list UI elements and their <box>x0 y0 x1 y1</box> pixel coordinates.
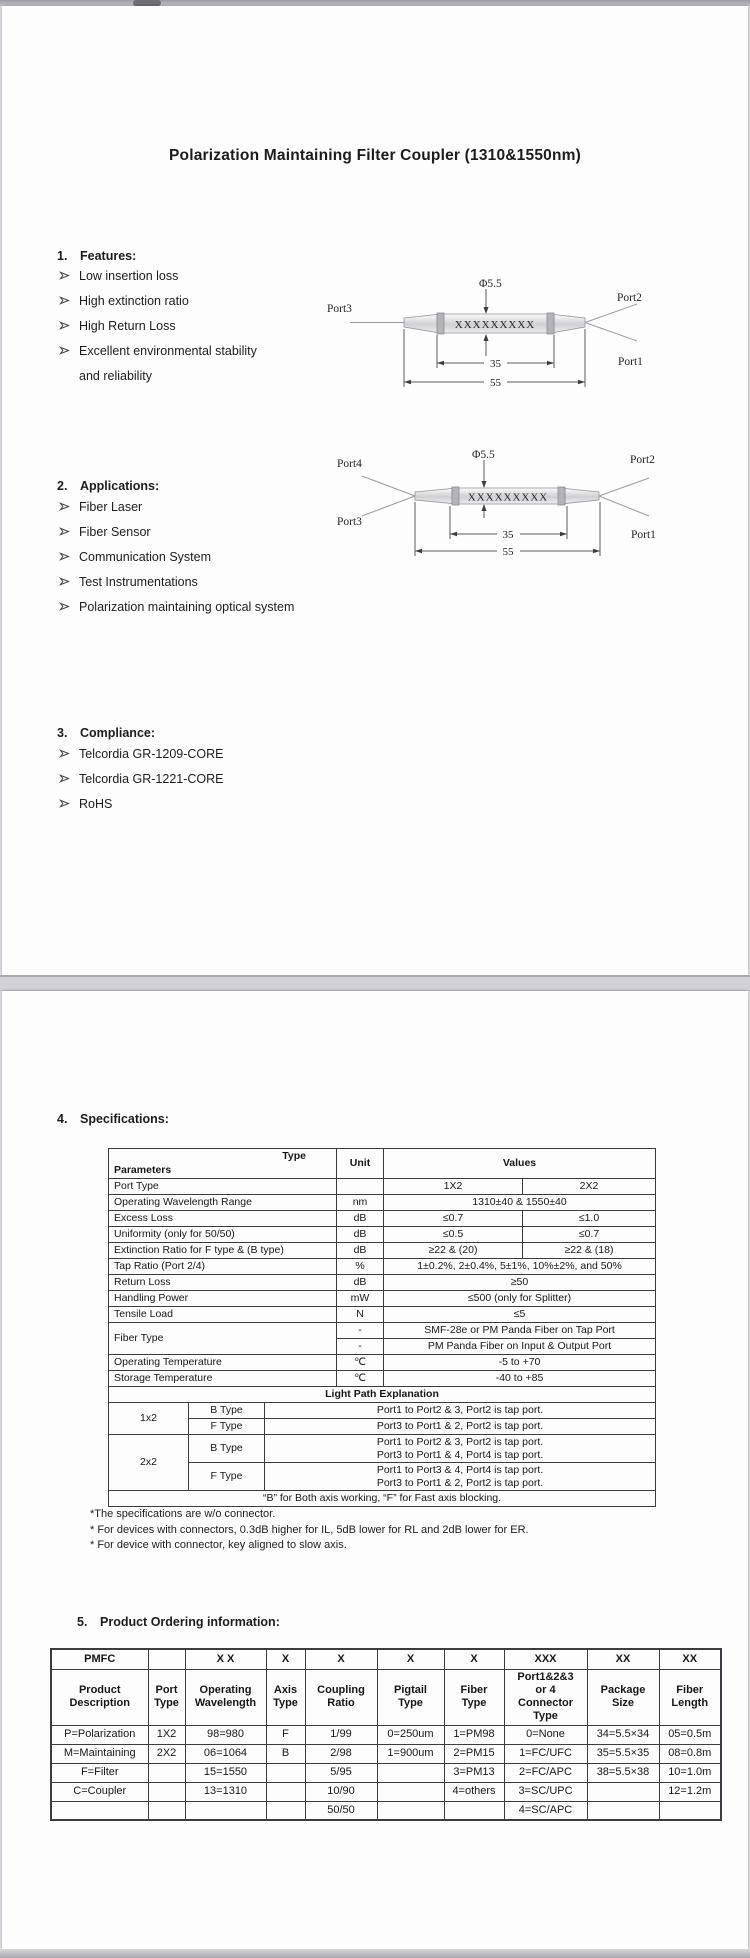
light-path-desc: Port3 to Port1 & 2, Port2 is tap port. <box>265 1419 656 1435</box>
bullet-arrow-icon <box>59 502 71 511</box>
list-item <box>59 594 359 619</box>
value-1x2-cell: ≤0.5 <box>384 1227 523 1243</box>
column-header: Product Description <box>51 1669 148 1725</box>
list-item-label: Fiber Sensor <box>79 524 151 539</box>
code-cell: XXX <box>504 1649 587 1669</box>
list-item-continuation: and reliability <box>79 368 152 383</box>
table-row <box>109 1227 656 1243</box>
section-title: Features: <box>80 249 137 263</box>
code-cell: PMFC <box>51 1649 148 1669</box>
coupler-diagram-2x2 <box>312 446 667 561</box>
order-cell: 4=SC/APC <box>504 1801 587 1820</box>
port2-label: Port2 <box>617 292 642 304</box>
value-1x2-cell: ≤0.7 <box>384 1211 523 1227</box>
diameter-label: Φ5.5 <box>472 449 495 461</box>
table-row <box>51 1649 721 1669</box>
bullet-arrow-icon <box>59 774 71 783</box>
order-cell: M=Maintaining <box>51 1744 148 1763</box>
note-line: *The specifications are w/o connector. <box>90 1508 276 1520</box>
section-number: 3. <box>57 726 68 740</box>
section-title: Applications: <box>80 479 160 493</box>
compliance-list <box>59 741 359 816</box>
axis-type-cell: B Type <box>189 1403 265 1419</box>
table-row <box>109 1387 656 1403</box>
value-1x2-cell: ≥22 & (20) <box>384 1243 523 1259</box>
column-header: Port1&2&3 or 4 Connector Type <box>504 1669 587 1725</box>
axis-type-cell: B Type <box>189 1435 265 1463</box>
page-title: Polarization Maintaining Filter Coupler (1310&1550nm) <box>169 147 581 164</box>
specifications-table <box>108 1148 656 1507</box>
param-cell: Return Loss <box>109 1275 337 1291</box>
order-cell: 1=PM98 <box>444 1725 504 1744</box>
axis-type-cell: F Type <box>189 1463 265 1491</box>
ordering-table <box>50 1648 722 1821</box>
note-line: * For device with connector, key aligned to slow axis. <box>90 1539 347 1551</box>
port3-label: Port3 <box>327 303 352 315</box>
code-cell: X <box>377 1649 444 1669</box>
unit-cell: nm <box>337 1195 384 1211</box>
section-title: Compliance: <box>80 726 156 740</box>
list-item-label: High extinction ratio <box>79 293 189 308</box>
order-cell <box>377 1782 444 1801</box>
value-cell: ≥50 <box>384 1275 656 1291</box>
coupler-diagram-1x2 <box>312 261 652 391</box>
section-number: 1. <box>57 249 68 263</box>
order-cell: F=Filter <box>51 1763 148 1782</box>
list-item <box>59 263 309 288</box>
parameters-type-header <box>109 1149 337 1179</box>
order-cell: 3=SC/UPC <box>504 1782 587 1801</box>
ordering-heading <box>77 1615 280 1629</box>
unit-cell <box>337 1179 384 1195</box>
order-cell: 2=PM15 <box>444 1744 504 1763</box>
bullet-arrow-icon <box>59 271 71 280</box>
spec-notes <box>90 1507 529 1554</box>
page-2 <box>2 991 748 1949</box>
table-row <box>109 1211 656 1227</box>
table-row <box>109 1403 656 1419</box>
value-1x2-cell: 1X2 <box>384 1179 523 1195</box>
table-row <box>109 1259 656 1275</box>
order-cell: 2/98 <box>305 1744 377 1763</box>
order-cell: 06=1064 <box>185 1744 266 1763</box>
table-row <box>109 1419 656 1435</box>
list-item <box>59 791 359 816</box>
features-heading <box>57 249 136 263</box>
order-cell: 15=1550 <box>185 1763 266 1782</box>
unit-cell: - <box>337 1339 384 1355</box>
light-path-title: Light Path Explanation <box>109 1387 656 1403</box>
type-header-label: Type <box>282 1150 307 1162</box>
parameters-header-label: Parameters <box>114 1164 172 1176</box>
list-item <box>59 766 359 791</box>
value-cell: 1±0.2%, 2±0.4%, 5±1%, 10%±2%, and 50% <box>384 1259 656 1275</box>
code-cell: X X <box>185 1649 266 1669</box>
list-item-label: Telcordia GR-1209-CORE <box>79 746 224 761</box>
code-cell: X <box>305 1649 377 1669</box>
column-header: Package Size <box>587 1669 659 1725</box>
value-cell: SMF-28e or PM Panda Fiber on Tap Port <box>384 1323 656 1339</box>
order-cell <box>587 1782 659 1801</box>
value-cell: ≤5 <box>384 1307 656 1323</box>
value-cell: -40 to +85 <box>384 1371 656 1387</box>
column-header: Port Type <box>148 1669 185 1725</box>
device-body-label: XXXXXXXXX <box>467 491 549 504</box>
list-item <box>59 338 309 363</box>
value-cell: PM Panda Fiber on Input & Output Port <box>384 1339 656 1355</box>
list-item-label: Low insertion loss <box>79 268 179 283</box>
order-cell <box>266 1782 305 1801</box>
light-path-desc <box>265 1463 656 1491</box>
list-item-label: Fiber Laser <box>79 499 143 514</box>
order-cell: 10=1.0m <box>659 1763 721 1782</box>
order-cell: 50/50 <box>305 1801 377 1820</box>
list-item <box>59 741 359 766</box>
column-header: Fiber Length <box>659 1669 721 1725</box>
list-item-label: Telcordia GR-1221-CORE <box>79 771 224 786</box>
order-cell: 34=5.5×34 <box>587 1725 659 1744</box>
port1-label: Port1 <box>618 356 643 368</box>
table-row <box>109 1355 656 1371</box>
order-cell: C=Coupler <box>51 1782 148 1801</box>
light-path-line: Port1 to Port3 & 4, Port4 is tap port. <box>376 1464 544 1476</box>
value-2x2-cell: ≤1.0 <box>523 1211 656 1227</box>
order-cell <box>266 1801 305 1820</box>
param-cell: Operating Wavelength Range <box>109 1195 337 1211</box>
order-cell: 1/99 <box>305 1725 377 1744</box>
code-cell <box>148 1649 185 1669</box>
table-row <box>51 1763 721 1782</box>
order-cell: B <box>266 1744 305 1763</box>
list-item-label: Test Instrumentations <box>79 574 198 589</box>
port1-label: Port1 <box>631 529 656 541</box>
order-cell <box>148 1782 185 1801</box>
bullet-arrow-icon <box>59 296 71 305</box>
page-divider <box>0 975 750 991</box>
values-header: Values <box>384 1149 656 1179</box>
list-item <box>59 313 309 338</box>
unit-cell: % <box>337 1259 384 1275</box>
bullet-arrow-icon <box>59 552 71 561</box>
bottom-bar <box>0 1949 750 1958</box>
light-path-line: Port3 to Port1 & 2, Port2 is tap port. <box>376 1476 544 1489</box>
table-row <box>109 1323 656 1339</box>
table-row <box>51 1782 721 1801</box>
order-cell <box>659 1801 721 1820</box>
port4-label: Port4 <box>337 458 362 470</box>
order-cell: 08=0.8m <box>659 1744 721 1763</box>
code-cell: X <box>266 1649 305 1669</box>
param-cell: Fiber Type <box>109 1323 337 1355</box>
compliance-heading <box>57 726 155 740</box>
order-cell: 1X2 <box>148 1725 185 1744</box>
code-cell: XX <box>659 1649 721 1669</box>
light-path-desc <box>265 1435 656 1463</box>
unit-cell: N <box>337 1307 384 1323</box>
order-cell <box>377 1801 444 1820</box>
param-cell: Tensile Load <box>109 1307 337 1323</box>
device-body-label: XXXXXXXXX <box>454 319 536 331</box>
unit-cell: - <box>337 1323 384 1339</box>
order-cell: 98=980 <box>185 1725 266 1744</box>
table-row <box>109 1435 656 1463</box>
port-config-cell: 1x2 <box>109 1403 189 1435</box>
applications-heading <box>57 479 159 493</box>
list-item <box>59 569 359 594</box>
table-row <box>51 1669 721 1725</box>
order-cell <box>148 1801 185 1820</box>
list-item-label: High Return Loss <box>79 318 176 333</box>
order-cell: 1=900um <box>377 1744 444 1763</box>
order-cell <box>587 1801 659 1820</box>
axis-type-cell: F Type <box>189 1419 265 1435</box>
unit-cell: dB <box>337 1211 384 1227</box>
unit-cell: ℃ <box>337 1371 384 1387</box>
column-header: Pigtail Type <box>377 1669 444 1725</box>
unit-header: Unit <box>337 1149 384 1179</box>
bullet-arrow-icon <box>59 321 71 330</box>
param-cell: Tap Ratio (Port 2/4) <box>109 1259 337 1275</box>
param-cell: Handling Power <box>109 1291 337 1307</box>
bullet-arrow-icon <box>59 346 71 355</box>
dimension-55-label: 55 <box>490 377 501 389</box>
list-item-label: RoHS <box>79 796 113 811</box>
table-row <box>109 1195 656 1211</box>
order-cell: 5/95 <box>305 1763 377 1782</box>
table-row <box>51 1744 721 1763</box>
dimension-35-label: 35 <box>490 358 501 370</box>
order-cell <box>51 1801 148 1820</box>
unit-cell: mW <box>337 1291 384 1307</box>
order-cell <box>185 1801 266 1820</box>
bullet-arrow-icon <box>59 799 71 808</box>
param-cell: Extinction Ratio for F type & (B type) <box>109 1243 337 1259</box>
light-path-footnote: “B” for Both axis working, “F” for Fast axis blocking. <box>109 1491 656 1507</box>
table-row <box>109 1291 656 1307</box>
bullet-arrow-icon <box>59 577 71 586</box>
table-row <box>109 1243 656 1259</box>
value-cell: ≤500 (only for Splitter) <box>384 1291 656 1307</box>
order-cell: 0=None <box>504 1725 587 1744</box>
unit-cell: dB <box>337 1275 384 1291</box>
param-cell: Uniformity (only for 50/50) <box>109 1227 337 1243</box>
table-row <box>109 1149 656 1179</box>
order-cell <box>148 1763 185 1782</box>
column-header: Operating Wavelength <box>185 1669 266 1725</box>
order-cell: 38=5.5×38 <box>587 1763 659 1782</box>
bullet-arrow-icon <box>59 749 71 758</box>
order-cell: P=Polarization <box>51 1725 148 1744</box>
table-row <box>109 1307 656 1323</box>
section-title: Product Ordering information: <box>100 1615 280 1629</box>
light-path-line: Port1 to Port2 & 3, Port2 is tap port. <box>376 1436 544 1448</box>
order-cell: 1=FC/UFC <box>504 1744 587 1763</box>
value-2x2-cell: 2X2 <box>523 1179 656 1195</box>
value-cell: 1310±40 & 1550±40 <box>384 1195 656 1211</box>
param-cell: Operating Temperature <box>109 1355 337 1371</box>
section-number: 5. <box>77 1615 88 1629</box>
order-cell <box>266 1763 305 1782</box>
order-cell: 2=FC/APC <box>504 1763 587 1782</box>
list-item-label: Excellent environmental stability <box>79 343 257 358</box>
order-cell: 2X2 <box>148 1744 185 1763</box>
table-row <box>51 1725 721 1744</box>
table-row <box>109 1491 656 1507</box>
code-cell: XX <box>587 1649 659 1669</box>
unit-cell: ℃ <box>337 1355 384 1371</box>
column-header: Coupling Ratio <box>305 1669 377 1725</box>
code-cell: X <box>444 1649 504 1669</box>
order-cell: 0=250um <box>377 1725 444 1744</box>
port-config-cell: 2x2 <box>109 1435 189 1491</box>
table-row <box>109 1179 656 1195</box>
list-item-label: Communication System <box>79 549 211 564</box>
order-cell: 13=1310 <box>185 1782 266 1801</box>
light-path-line: Port3 to Port1 & 4, Port4 is tap port. <box>376 1448 544 1461</box>
order-cell: 12=1.2m <box>659 1782 721 1801</box>
bullet-arrow-icon <box>59 527 71 536</box>
param-cell: Port Type <box>109 1179 337 1195</box>
specifications-heading <box>57 1112 169 1126</box>
param-cell: Storage Temperature <box>109 1371 337 1387</box>
section-number: 2. <box>57 479 68 493</box>
table-row <box>109 1275 656 1291</box>
order-cell <box>377 1763 444 1782</box>
value-2x2-cell: ≤0.7 <box>523 1227 656 1243</box>
diameter-label: Φ5.5 <box>479 278 502 290</box>
unit-cell: dB <box>337 1227 384 1243</box>
page-1 <box>2 6 748 975</box>
light-path-desc: Port1 to Port2 & 3, Port2 is tap port. <box>265 1403 656 1419</box>
column-header: Fiber Type <box>444 1669 504 1725</box>
table-row <box>109 1463 656 1491</box>
column-header: Axis Type <box>266 1669 305 1725</box>
dimension-35-label: 35 <box>502 529 514 541</box>
order-cell: 05=0.5m <box>659 1725 721 1744</box>
features-list <box>59 263 309 388</box>
table-row <box>51 1801 721 1820</box>
value-2x2-cell: ≥22 & (18) <box>523 1243 656 1259</box>
order-cell <box>444 1801 504 1820</box>
dimension-55-label: 55 <box>502 546 514 558</box>
param-cell: Excess Loss <box>109 1211 337 1227</box>
table-row <box>109 1371 656 1387</box>
order-cell: 35=5.5×35 <box>587 1744 659 1763</box>
order-cell: 3=PM13 <box>444 1763 504 1782</box>
section-title: Specifications: <box>80 1112 169 1126</box>
value-cell: -5 to +70 <box>384 1355 656 1371</box>
order-cell: F <box>266 1725 305 1744</box>
port2-label: Port2 <box>630 454 655 466</box>
note-line: * For devices with connectors, 0.3dB higher for IL, 5dB lower for RL and 2dB lower for ER. <box>90 1523 529 1536</box>
bullet-arrow-icon <box>59 602 71 611</box>
section-number: 4. <box>57 1112 68 1126</box>
list-item-label: Polarization maintaining optical system <box>79 599 295 614</box>
order-cell: 4=others <box>444 1782 504 1801</box>
port3-label: Port3 <box>337 516 362 528</box>
unit-cell: dB <box>337 1243 384 1259</box>
list-item <box>59 288 309 313</box>
order-cell: 10/90 <box>305 1782 377 1801</box>
